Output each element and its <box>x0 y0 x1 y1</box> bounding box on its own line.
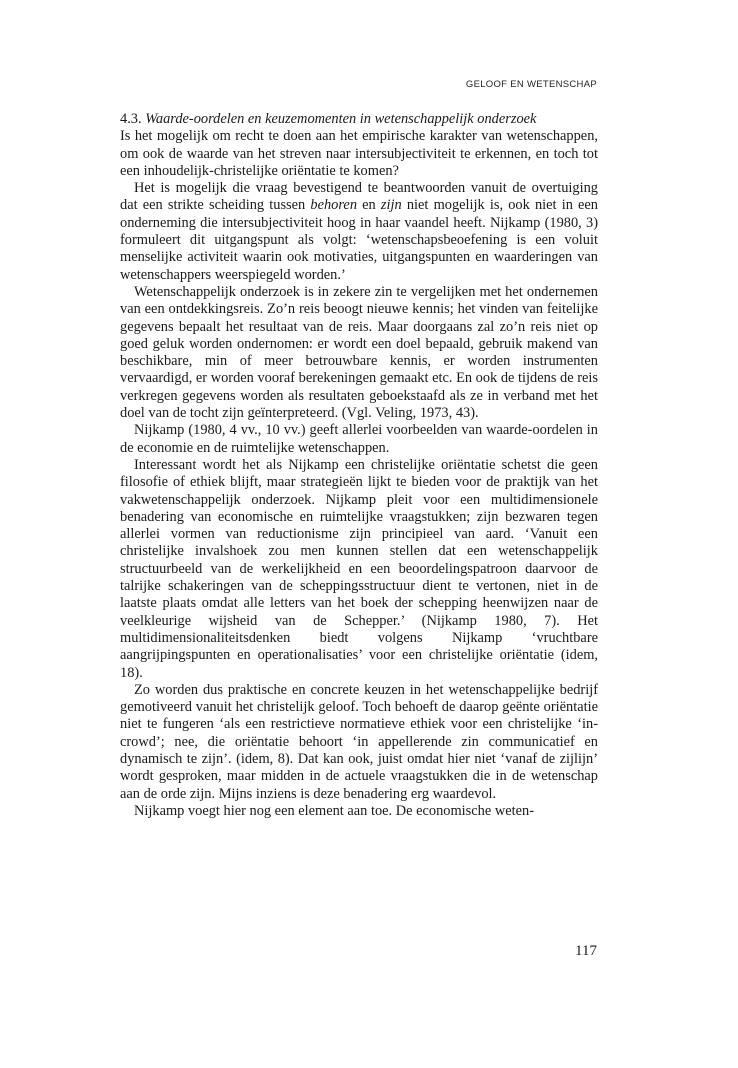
paragraph-3: Wetenschappelijk onderzoek is in zekere zin te vergelijken met het ondernemen van een ontdekkingsreis. Zo’n reis beoogt nieuwe kennis; het vinden van feitelijke gegevens bepaalt het resultaat van de reis. Maar doorgaans zal zo’n reis niet op goed geluk worden ondernomen: er wordt een doel bepaald, gebruik makend van beschikbare, min of meer betrouwbare kennis, er worden instrumenten vervaardigd, er worden vooraf berekeningen gemaakt etc. En ook de tijdens de reis verkregen gegevens worden als resultaten geboekstaafd als ze in verband met het doel van de tocht zijn geïnterpreteerd. (Vgl. Veling, 1973, 43). <box>120 283 598 422</box>
section-number: 4.3. <box>120 111 142 127</box>
page-number: 117 <box>575 943 597 959</box>
paragraph-2-text-c: niet mogelijk is, ook niet in een onderneming die intersubjectiviteit hoog in haar vaandel heeft. Nijkamp (1980, 3) formuleert dit uitgangspunt als volgt: ‘wetenschapsbeoefening is een voluit menselijke activiteit waarin ook motivaties, uitgangspunten en waarderingen van wetenschappers weerspiegeld worden.’ <box>120 197 599 283</box>
paragraph-2 <box>120 180 598 284</box>
paragraph-4: Nijkamp (1980, 4 vv., 10 vv.) geeft allerlei voorbeelden van waarde-oordelen in de economie en de ruimtelijke wetenschappen. <box>120 422 598 456</box>
body-text <box>120 111 598 820</box>
paragraph-2-text-a: Het is mogelijk die vraag bevestigend te beantwoorden vanuit de overtuiging dat een strikte scheiding tussen <box>120 180 598 214</box>
section-title: Waarde-oordelen en keuzemomenten in wetenschappelijk onderzoek <box>145 111 537 127</box>
paragraph-2-emphasis-behoren: behoren <box>310 197 358 214</box>
section-heading <box>120 111 598 128</box>
paragraph-2-emphasis-zijn: zijn <box>380 197 402 214</box>
running-head: GELOOF EN WETENSCHAP <box>465 79 597 90</box>
paragraph-6: Zo worden dus praktische en concrete keuzen in het wetenschappelijke bedrijf gemotiveerd vanuit het christelijk geloof. Toch behoeft de daarop geënte oriëntatie niet te fungeren ‘als een restrictieve normatieve ethiek voor een christelijke ‘in-crowd’; nee, die oriëntatie behoort ‘in appellerende zin communicatief en dynamisch te zijn’. (idem, 8). Dat kan ook, juist omdat hier niet ‘vanaf de zijlijn’ wordt gesproken, maar midden in de actuele vraagstukken die in de wetenschap aan de orde zijn. Mijns inziens is deze benadering erg waardevol. <box>120 681 598 802</box>
paragraph-1: Is het mogelijk om recht te doen aan het empirische karakter van wetenschappen, om ook de waarde van het streven naar intersubjectiviteit te erkennen, en toch tot een inhoudelijk-christelijke oriëntatie te komen? <box>120 128 598 179</box>
paragraph-7: Nijkamp voegt hier nog een element aan toe. De economische weten- <box>134 802 534 819</box>
paragraph-2-text-b: en <box>357 197 381 214</box>
paragraph-5: Interessant wordt het als Nijkamp een christelijke oriëntatie schetst die geen filosofie of ethiek blijft, maar strategieën lijkt te bieden voor de praktijk van het vakwetenschappelijk onderzoek. Nijkamp pleit voor een multidimensionele benadering van economische en ruimtelijke vraagstukken; zijn bezwaren tegen allerlei vormen van reductionisme zijn principieel van aard. ‘Vanuit een christelijke invalshoek zou men kunnen stellen dat een wetenschappelijk structuurbeeld van de werkelijkheid en een beoordelingspatroon daarvoor de talrijke schakeringen van de scheppingsstructuur dient te vertonen, niet in de laatste plaats omdat alle letters van het boek der schepping heenwijzen naar de veelkleurige wijsheid van de Schepper.’ (Nijkamp 1980, 7). Het multidimensionaliteitsdenken biedt volgens Nijkamp ‘vruchtbare aangrijpingspunten en operationalisaties’ voor een christelijke oriëntatie (idem, 18). <box>120 456 598 681</box>
